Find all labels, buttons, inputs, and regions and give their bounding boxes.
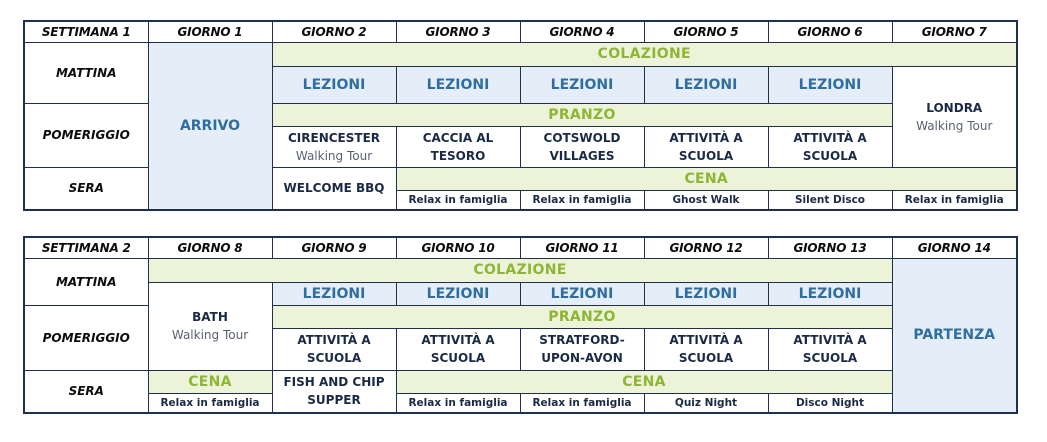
lessons-cell: LEZIONI: [520, 282, 644, 305]
activity-line: ATTIVITÀ A: [669, 130, 743, 145]
activity-line: ATTIVITÀ A: [297, 333, 371, 347]
dinner-band: CENA: [396, 167, 1017, 190]
afternoon-activity: [768, 328, 892, 370]
activity-line: SCUOLA: [802, 148, 858, 163]
afternoon-activity: [272, 328, 396, 370]
day-header: GIORNO 14: [892, 237, 1017, 258]
day-header: GIORNO 3: [396, 21, 520, 42]
activity-line: SUPPER: [307, 393, 361, 408]
day-header: GIORNO 7: [892, 21, 1017, 42]
evening-activity: Relax in famiglia: [396, 190, 520, 210]
excursion-subtitle: Walking Tour: [916, 118, 993, 133]
activity-line: VILLAGES: [549, 148, 615, 163]
day7-excursion: [892, 66, 1017, 167]
week-header: SETTIMANA 1: [24, 21, 148, 42]
day-header: GIORNO 1: [148, 21, 272, 42]
lessons-cell: LEZIONI: [272, 282, 396, 305]
activity-line: ATTIVITÀ A: [421, 333, 495, 347]
activity-line: FISH AND CHIP: [283, 375, 385, 390]
lessons-cell: LEZIONI: [520, 66, 644, 103]
afternoon-activity: [520, 126, 644, 167]
row-label-morning: MATTINA: [24, 42, 148, 103]
day-header: GIORNO 9: [272, 237, 396, 258]
activity-subtitle: Walking Tour: [295, 148, 373, 163]
activity-line: TESORO: [430, 148, 486, 163]
lessons-cell: LEZIONI: [396, 66, 520, 103]
evening-activity: Disco Night: [768, 393, 892, 413]
activity-line: COTSWOLD: [543, 130, 621, 145]
lessons-cell: LEZIONI: [644, 282, 768, 305]
day-header: GIORNO 6: [768, 21, 892, 42]
day-header: GIORNO 10: [396, 237, 520, 258]
afternoon-activity: [396, 126, 520, 167]
afternoon-activity: [520, 328, 644, 370]
departure-cell: PARTENZA: [892, 258, 1017, 413]
activity-line: ATTIVITÀ A: [793, 130, 867, 145]
arrival-cell: ARRIVO: [148, 42, 272, 210]
afternoon-activity: [644, 126, 768, 167]
fish-and-chip-supper: [272, 370, 396, 413]
day-header: GIORNO 2: [272, 21, 396, 42]
breakfast-band: COLAZIONE: [148, 258, 892, 282]
activity-line: SCUOLA: [306, 351, 362, 365]
afternoon-activity: [272, 126, 396, 167]
lessons-cell: LEZIONI: [768, 282, 892, 305]
activity-line: CIRENCESTER: [287, 130, 381, 145]
afternoon-activity: [396, 328, 520, 370]
day-header: GIORNO 13: [768, 237, 892, 258]
dinner-band: CENA: [396, 370, 892, 393]
activity-line: UPON-AVON: [541, 351, 623, 365]
evening-activity: Relax in famiglia: [148, 393, 272, 413]
row-label-evening: SERA: [24, 167, 148, 210]
excursion-title: LONDRA: [926, 100, 983, 115]
day-header: GIORNO 8: [148, 237, 272, 258]
activity-line: SCUOLA: [678, 351, 734, 365]
lessons-cell: LEZIONI: [396, 282, 520, 305]
day-header: GIORNO 12: [644, 237, 768, 258]
day8-excursion: [148, 282, 272, 370]
activity-line: CACCIA AL: [422, 130, 494, 145]
lessons-cell: LEZIONI: [768, 66, 892, 103]
dinner-band-day8: CENA: [148, 370, 272, 393]
activity-line: ATTIVITÀ A: [669, 333, 743, 347]
activity-line: SCUOLA: [802, 351, 858, 365]
row-label-afternoon: POMERIGGIO: [24, 103, 148, 167]
activity-line: STRATFORD-: [539, 333, 625, 347]
breakfast-band: COLAZIONE: [272, 42, 1017, 66]
activity-line: SCUOLA: [678, 148, 734, 163]
row-label-evening: SERA: [24, 370, 148, 413]
evening-activity: Quiz Night: [644, 393, 768, 413]
week1-schedule: [23, 20, 1018, 211]
week-header: SETTIMANA 2: [24, 237, 148, 258]
lunch-band: PRANZO: [272, 103, 892, 126]
lessons-cell: LEZIONI: [272, 66, 396, 103]
evening-activity: Relax in famiglia: [892, 190, 1017, 210]
row-label-afternoon: POMERIGGIO: [24, 305, 148, 370]
excursion-title: BATH: [192, 310, 228, 324]
evening-activity: Ghost Walk: [644, 190, 768, 210]
day-header: GIORNO 11: [520, 237, 644, 258]
day-header: GIORNO 5: [644, 21, 768, 42]
lunch-band: PRANZO: [272, 305, 892, 328]
welcome-bbq: WELCOME BBQ: [272, 167, 396, 210]
week2-schedule: [23, 236, 1018, 414]
lessons-cell: LEZIONI: [644, 66, 768, 103]
day-header: GIORNO 4: [520, 21, 644, 42]
evening-activity: Relax in famiglia: [396, 393, 520, 413]
evening-activity: Relax in famiglia: [520, 393, 644, 413]
afternoon-activity: [768, 126, 892, 167]
afternoon-activity: [644, 328, 768, 370]
row-label-morning: MATTINA: [24, 258, 148, 305]
activity-line: SCUOLA: [430, 351, 486, 365]
evening-activity: Silent Disco: [768, 190, 892, 210]
excursion-subtitle: Walking Tour: [171, 328, 249, 342]
activity-line: ATTIVITÀ A: [793, 333, 867, 347]
evening-activity: Relax in famiglia: [520, 190, 644, 210]
